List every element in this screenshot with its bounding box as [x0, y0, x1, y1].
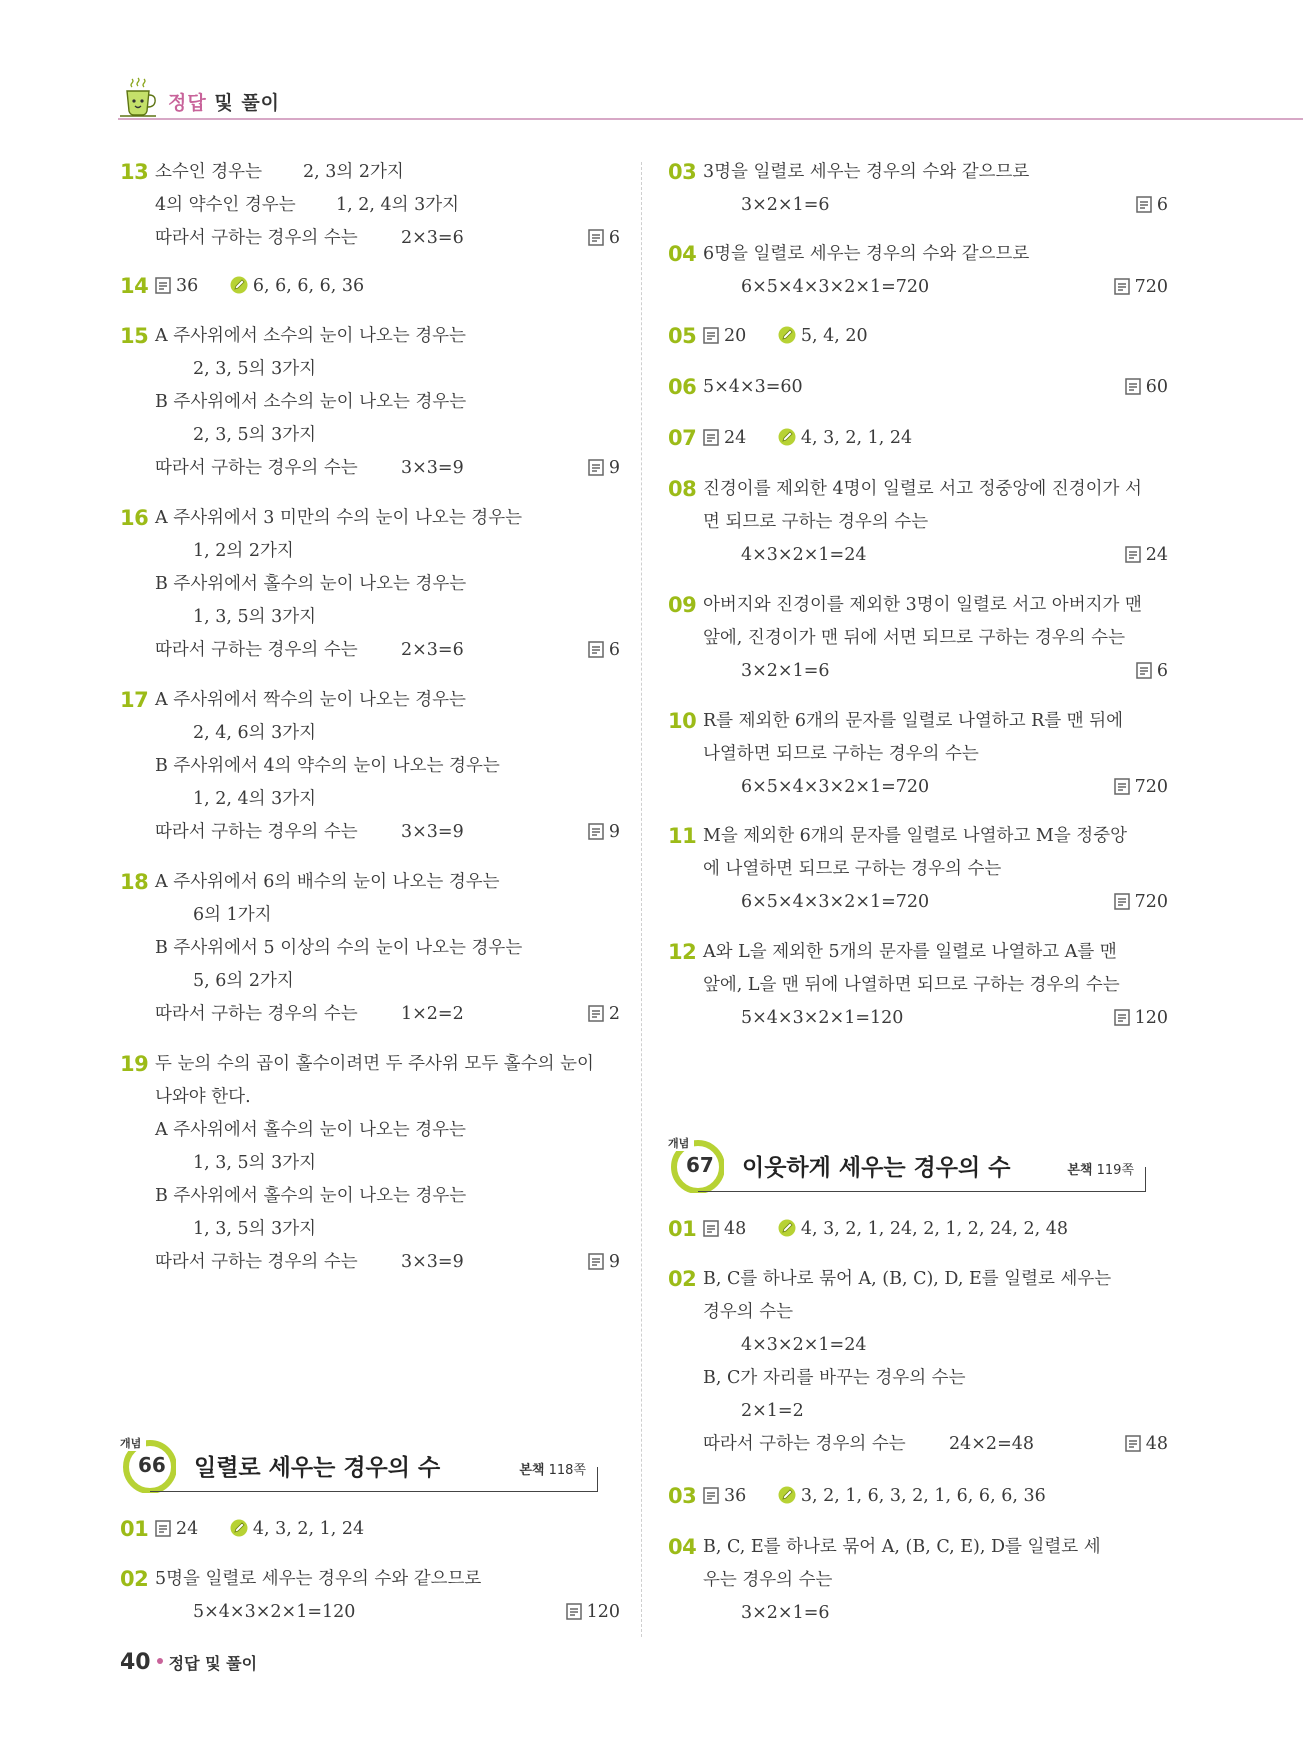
solution-line: B, C를 하나로 묶어 A, (B, C), D, E를 일렬로 세우는: [703, 1269, 1112, 1289]
step-values: 3, 2, 1, 6, 3, 2, 1, 6, 6, 6, 36: [800, 1486, 1046, 1506]
final-answer: [566, 1596, 620, 1631]
solution-line: B 주사위에서 홀수의 눈이 나오는 경우는: [155, 574, 467, 594]
solution-line: 두 눈의 수의 곱이 홀수이려면 두 주사위 모두 홀수의 눈이: [155, 1054, 594, 1074]
item-number: 03: [668, 160, 697, 184]
final-answer: [1125, 1428, 1168, 1463]
item-number: 13: [120, 160, 149, 184]
solution-line: [703, 1428, 1034, 1460]
concept-underline: [150, 1491, 598, 1492]
item-number: 04: [668, 242, 697, 266]
item-number: 09: [668, 593, 697, 617]
solution-line: 5×4×3×2×1=120: [741, 1008, 904, 1028]
solution-line: [155, 452, 464, 484]
pencil-circle-icon: [778, 323, 796, 355]
item-number: 10: [668, 709, 697, 733]
answer-value: 6: [608, 640, 620, 660]
answer-note-icon: [1114, 1005, 1130, 1037]
concept-67-header: [668, 1135, 1168, 1197]
solution-line: 아버지와 진경이를 제외한 3명이 일렬로 서고 아버지가 맨: [703, 595, 1142, 615]
solution-line: B 주사위에서 4의 약수의 눈이 나오는 경우는: [155, 756, 500, 776]
answer-value: 60: [1145, 377, 1168, 397]
footer-text: 정답 및 풀이: [168, 1654, 258, 1673]
column-divider: [641, 162, 642, 1637]
book-page: 119쪽: [1096, 1163, 1134, 1178]
solution-line: 앞에, 진경이가 맨 뒤에 서면 되므로 구하는 경우의 수는: [703, 628, 1125, 648]
final-answer: [1114, 886, 1168, 921]
answer-note-icon: [1114, 889, 1130, 921]
step-values: 6, 6, 6, 6, 36: [252, 276, 365, 296]
solution-line: 에 나열하면 되므로 구하는 경우의 수는: [703, 859, 1002, 879]
solution-line: 6명을 일렬로 세우는 경우의 수와 같으므로: [703, 244, 1030, 264]
answer-note-icon: [1136, 658, 1152, 690]
final-answer: [588, 634, 620, 669]
answer-value: 24: [1145, 545, 1168, 565]
answer-value: 120: [586, 1602, 620, 1622]
solution-line: [155, 222, 464, 254]
item-number: 01: [668, 1217, 697, 1241]
answer-value: 48: [1145, 1434, 1168, 1454]
line-text: 따라서 구하는 경우의 수는: [155, 228, 358, 248]
item-number: 07: [668, 426, 697, 450]
line-value: 24×2=48: [949, 1434, 1034, 1454]
solution-line: 경우의 수는: [703, 1302, 794, 1322]
item-number: 19: [120, 1052, 149, 1076]
book-page: 118쪽: [548, 1463, 586, 1478]
line-value: 2×3=6: [401, 228, 464, 248]
pencil-circle-icon: [230, 273, 248, 305]
solution-line: 1, 3, 5의 3가지: [193, 1153, 317, 1173]
answer-note-icon: [1136, 192, 1152, 224]
concept-underline: [698, 1191, 1146, 1192]
solution-line: [703, 1480, 1046, 1515]
item-number: 02: [668, 1267, 697, 1291]
solution-line: 2, 3, 5의 3가지: [193, 425, 317, 445]
item-number: 03: [668, 1484, 697, 1508]
answer-value: 6: [1156, 195, 1168, 215]
line-value: 2, 3의 2가지: [303, 162, 404, 182]
concept-title: 이웃하게 세우는 경우의 수: [742, 1155, 1011, 1181]
solution-line: 5명을 일렬로 세우는 경우의 수와 같으므로: [155, 1569, 482, 1589]
answer-note-icon: [588, 819, 604, 851]
line-text: 따라서 구하는 경우의 수는: [703, 1434, 906, 1454]
answer-value: 120: [1134, 1008, 1168, 1028]
item-number: 01: [120, 1517, 149, 1541]
answer-note-icon: [588, 455, 604, 487]
concept-frame-edge: [1145, 1167, 1146, 1192]
solution-line: A 주사위에서 3 미만의 수의 눈이 나오는 경우는: [155, 508, 522, 528]
line-value: 3×3=9: [401, 1252, 464, 1272]
solution-line: 1, 2의 2가지: [193, 541, 294, 561]
concept-label: 개념: [120, 1437, 142, 1450]
solution-line: 6×5×4×3×2×1=720: [741, 892, 930, 912]
solution-line: B 주사위에서 소수의 눈이 나오는 경우는: [155, 392, 467, 412]
solution-line: [155, 156, 404, 188]
solution-line: [155, 1513, 364, 1548]
answer-value: 6: [1156, 661, 1168, 681]
answer-value: 9: [608, 822, 620, 842]
solution-line: 3×2×1=6: [741, 661, 830, 681]
final-answer: [1114, 271, 1168, 306]
answer-value: 24: [724, 428, 747, 448]
concept-66-header: [120, 1435, 620, 1497]
solution-line: 5×4×3=60: [703, 377, 803, 397]
solution-line: 3명을 일렬로 세우는 경우의 수와 같으므로: [703, 162, 1030, 182]
final-answer: [588, 452, 620, 487]
item-number: 11: [668, 824, 697, 848]
book-label: 본책: [519, 1463, 545, 1478]
book-reference: [519, 1459, 586, 1478]
solution-line: M을 제외한 6개의 문자를 일렬로 나열하고 M을 정중앙: [703, 826, 1128, 846]
answer-value: 720: [1134, 277, 1168, 297]
solution-line: B, C, E를 하나로 묶어 A, (B, C, E), D를 일렬로 세: [703, 1537, 1101, 1557]
solution-line: 3×2×1=6: [741, 1603, 830, 1623]
solution-line: 6×5×4×3×2×1=720: [741, 277, 930, 297]
page-footer: [120, 1650, 257, 1675]
final-answer: [1136, 189, 1168, 224]
item-number: 17: [120, 688, 149, 712]
concept-frame-edge: [597, 1467, 598, 1492]
solution-line: R를 제외한 6개의 문자를 일렬로 나열하고 R를 맨 뒤에: [703, 711, 1124, 731]
page-header: [118, 76, 1303, 122]
solution-line: [155, 1246, 464, 1278]
final-answer: [1125, 539, 1168, 574]
solution-line: B, C가 자리를 바꾸는 경우의 수는: [703, 1368, 966, 1388]
concept-number: 66: [138, 1453, 166, 1477]
final-answer: [588, 998, 620, 1033]
solution-line: A 주사위에서 6의 배수의 눈이 나오는 경우는: [155, 872, 500, 892]
solution-line: 2, 3, 5의 3가지: [193, 359, 317, 379]
line-value: 3×3=9: [401, 458, 464, 478]
line-text: 따라서 구하는 경우의 수는: [155, 1004, 358, 1024]
answer-note-icon: [703, 1216, 719, 1248]
item-number: 04: [668, 1535, 697, 1559]
answer-value: 720: [1134, 892, 1168, 912]
answer-note-icon: [588, 1001, 604, 1033]
solution-line: 우는 경우의 수는: [703, 1570, 833, 1590]
solution-line: 1, 3, 5의 3가지: [193, 1219, 317, 1239]
solution-line: B 주사위에서 홀수의 눈이 나오는 경우는: [155, 1186, 467, 1206]
solution-line: 4×3×2×1=24: [741, 545, 867, 565]
final-answer: [588, 816, 620, 851]
line-text: 따라서 구하는 경우의 수는: [155, 640, 358, 660]
solution-line: [155, 634, 464, 666]
answer-value: 20: [724, 326, 747, 346]
answer-value: 9: [608, 458, 620, 478]
solution-line: A 주사위에서 홀수의 눈이 나오는 경우는: [155, 1120, 466, 1140]
line-text: 따라서 구하는 경우의 수는: [155, 458, 358, 478]
pencil-circle-icon: [778, 1216, 796, 1248]
answer-value: 9: [608, 1252, 620, 1272]
step-values: 4, 3, 2, 1, 24: [252, 1519, 365, 1539]
solution-line: A와 L을 제외한 5개의 문자를 일렬로 나열하고 A를 맨: [703, 942, 1117, 962]
line-text: 소수인 경우는: [155, 162, 262, 182]
answer-note-icon: [155, 1516, 171, 1548]
step-values: 4, 3, 2, 1, 24, 2, 1, 2, 24, 2, 48: [800, 1219, 1068, 1239]
header-title-word1: 정답: [168, 92, 207, 114]
pencil-circle-icon: [230, 1516, 248, 1548]
answer-note-icon: [1125, 1431, 1141, 1463]
final-answer: [1114, 771, 1168, 806]
item-number: 05: [668, 324, 697, 348]
solution-line: 1, 3, 5의 3가지: [193, 607, 317, 627]
step-values: 5, 4, 20: [800, 326, 868, 346]
header-title-word3: 풀이: [241, 92, 281, 114]
pencil-circle-icon: [778, 425, 796, 457]
solution-line: 6의 1가지: [193, 905, 272, 925]
answer-value: 720: [1134, 777, 1168, 797]
answer-note-icon: [703, 425, 719, 457]
solution-line: 6×5×4×3×2×1=720: [741, 777, 930, 797]
answer-note-icon: [566, 1599, 582, 1631]
item-number: 02: [120, 1567, 149, 1591]
answer-value: 24: [176, 1519, 199, 1539]
concept-label: 개념: [668, 1137, 690, 1150]
item-number: 16: [120, 506, 149, 530]
solution-line: [155, 270, 364, 305]
item-number: 14: [120, 274, 149, 298]
solution-line: [703, 1213, 1068, 1248]
answer-value: 6: [608, 228, 620, 248]
solution-line: [703, 422, 912, 457]
solution-line: 4×3×2×1=24: [741, 1335, 867, 1355]
answer-note-icon: [588, 1249, 604, 1281]
solution-line: A 주사위에서 짝수의 눈이 나오는 경우는: [155, 690, 466, 710]
final-answer: [1114, 1002, 1168, 1037]
solution-line: 앞에, L을 맨 뒤에 나열하면 되므로 구하는 경우의 수는: [703, 975, 1120, 995]
header-rule: [118, 118, 1303, 120]
item-number: 12: [668, 940, 697, 964]
line-value: 1×2=2: [401, 1004, 464, 1024]
item-number: 08: [668, 477, 697, 501]
line-text: 따라서 구하는 경우의 수는: [155, 1252, 358, 1272]
final-answer: [588, 222, 620, 257]
solution-line: 5×4×3×2×1=120: [193, 1602, 356, 1622]
answer-note-icon: [703, 323, 719, 355]
solution-line: [155, 998, 464, 1030]
solution-line: B 주사위에서 5 이상의 수의 눈이 나오는 경우는: [155, 938, 523, 958]
cup-mascot-icon: [118, 76, 158, 118]
solution-line: 1, 2, 4의 3가지: [193, 789, 317, 809]
answer-value: 2: [608, 1004, 620, 1024]
book-reference: [1067, 1159, 1134, 1178]
final-answer: [588, 1246, 620, 1281]
final-answer: [1125, 371, 1168, 406]
line-value: 3×3=9: [401, 822, 464, 842]
book-label: 본책: [1067, 1163, 1093, 1178]
answer-value: 36: [176, 276, 199, 296]
item-number: 15: [120, 324, 149, 348]
solution-line: 2, 4, 6의 3가지: [193, 723, 317, 743]
header-title: [168, 88, 280, 115]
pencil-circle-icon: [778, 1483, 796, 1515]
solution-line: 2×1=2: [741, 1401, 804, 1421]
answer-note-icon: [1125, 542, 1141, 574]
answer-note-icon: [1114, 774, 1130, 806]
answer-note-icon: [155, 273, 171, 305]
solution-line: [155, 816, 464, 848]
solution-line: [703, 320, 868, 355]
answer-note-icon: [1125, 374, 1141, 406]
solution-line: 면 되므로 구하는 경우의 수는: [703, 512, 929, 532]
concept-number: 67: [686, 1153, 714, 1177]
page-number: 40: [120, 1650, 151, 1675]
answer-value: 36: [724, 1486, 747, 1506]
answer-note-icon: [1114, 274, 1130, 306]
line-text: 따라서 구하는 경우의 수는: [155, 822, 358, 842]
step-values: 4, 3, 2, 1, 24: [800, 428, 913, 448]
solution-line: [155, 189, 460, 221]
footer-dot: [157, 1658, 163, 1664]
final-answer: [1136, 655, 1168, 690]
line-value: 2×3=6: [401, 640, 464, 660]
solution-line: A 주사위에서 소수의 눈이 나오는 경우는: [155, 326, 466, 346]
item-number: 06: [668, 375, 697, 399]
line-value: 1, 2, 4의 3가지: [336, 195, 460, 215]
answer-note-icon: [703, 1483, 719, 1515]
answer-note-icon: [588, 637, 604, 669]
solution-line: 나열하면 되므로 구하는 경우의 수는: [703, 744, 979, 764]
item-number: 18: [120, 870, 149, 894]
answer-value: 48: [724, 1219, 747, 1239]
solution-line: 진경이를 제외한 4명이 일렬로 서고 정중앙에 진경이가 서: [703, 479, 1142, 499]
concept-title: 일렬로 세우는 경우의 수: [194, 1455, 441, 1481]
solution-line: 3×2×1=6: [741, 195, 830, 215]
solution-line: 5, 6의 2가지: [193, 971, 294, 991]
line-text: 4의 약수인 경우는: [155, 195, 296, 215]
solution-line: 나와야 한다.: [155, 1087, 251, 1107]
header-title-word2: 및: [214, 92, 234, 114]
answer-note-icon: [588, 225, 604, 257]
